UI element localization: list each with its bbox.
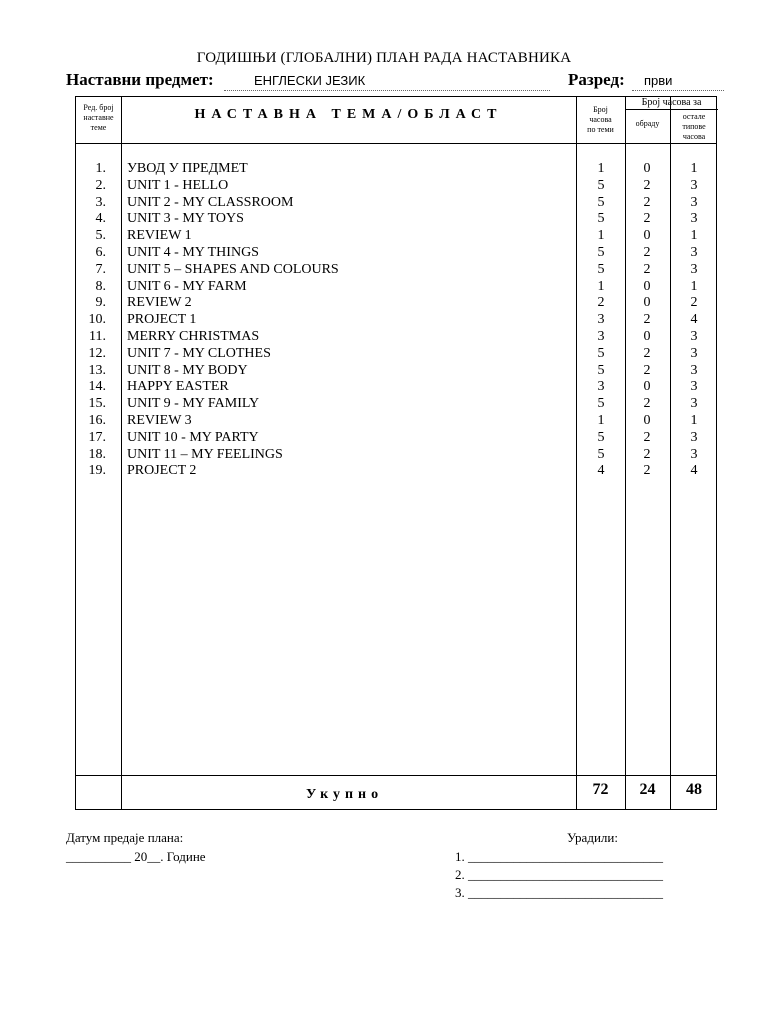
page-title: ГОДИШЊИ (ГЛОБАЛНИ) ПЛАН РАДА НАСТАВНИКА	[196, 50, 572, 66]
row-hours: 5	[597, 245, 605, 260]
row-other: 4	[690, 312, 698, 328]
row-hours: 3	[597, 379, 605, 395]
row-other: 3	[690, 177, 698, 193]
row-proc: 0	[643, 278, 651, 294]
authors-label: Урадили:	[567, 830, 618, 845]
row-proc: 0	[643, 161, 651, 176]
column-divider	[121, 97, 122, 809]
row-theme: MERRY CHRISTMAS	[127, 329, 260, 344]
row-hours: 5	[597, 446, 605, 462]
author-line-2[interactable]: 2. ______________________________	[455, 867, 663, 882]
row-number: 3.	[95, 194, 106, 210]
row-proc: 0	[643, 329, 651, 344]
row-theme: UNIT 11 – MY FEELINGS	[127, 446, 283, 462]
total-proc: 24	[639, 781, 656, 798]
row-other: 1	[690, 278, 698, 294]
row-theme: PROJECT 2	[127, 463, 197, 479]
row-number: 14.	[88, 379, 106, 395]
subject-field[interactable]: ЕНГЛЕСКИ ЈЕЗИК	[224, 73, 550, 91]
total-hours: 72	[592, 781, 609, 798]
row-proc: 2	[643, 446, 651, 462]
row-hours: 3	[597, 329, 605, 344]
header-group: Број часова за	[641, 97, 702, 108]
row-theme: PROJECT 1	[127, 312, 197, 328]
row-other: 3	[690, 211, 698, 227]
row-proc: 2	[643, 245, 651, 260]
row-proc: 0	[643, 228, 651, 244]
row-number: 12.	[88, 345, 106, 361]
row-proc: 2	[643, 345, 651, 361]
row-number: 10.	[88, 312, 106, 328]
column-divider	[670, 97, 671, 809]
author-line-1[interactable]: 1. ______________________________	[455, 849, 663, 864]
row-hours: 3	[597, 312, 605, 328]
header-divider	[76, 143, 716, 144]
row-hours: 5	[597, 177, 605, 193]
row-theme: UNIT 4 - MY THINGS	[127, 245, 259, 260]
row-theme: UNIT 3 - MY TOYS	[127, 211, 244, 227]
row-theme: UNIT 7 - MY CLOTHES	[127, 345, 271, 361]
row-theme: HAPPY EASTER	[127, 379, 229, 395]
row-theme: REVIEW 3	[127, 413, 192, 428]
row-number: 11.	[89, 329, 106, 344]
row-number: 6.	[95, 245, 106, 260]
group-divider	[625, 109, 718, 110]
row-proc: 0	[643, 413, 651, 428]
row-other: 3	[690, 329, 698, 344]
row-other: 3	[690, 362, 698, 378]
row-number: 4.	[95, 211, 106, 227]
row-proc: 2	[643, 362, 651, 378]
row-proc: 0	[643, 379, 651, 395]
row-hours: 5	[597, 429, 605, 445]
grade-label: Разред:	[568, 70, 625, 89]
author-line-3[interactable]: 3. ______________________________	[455, 885, 663, 900]
column-divider	[576, 97, 577, 809]
row-proc: 2	[643, 194, 651, 210]
header-other: остале типове часова	[682, 112, 706, 141]
row-hours: 1	[597, 413, 605, 428]
row-theme: REVIEW 1	[127, 228, 192, 244]
row-theme: UNIT 6 - MY FARM	[127, 278, 247, 294]
row-number: 1.	[95, 161, 106, 176]
row-proc: 2	[643, 429, 651, 445]
row-other: 2	[690, 295, 698, 311]
total-other: 48	[686, 781, 702, 798]
row-theme: UNIT 9 - MY FAMILY	[127, 396, 260, 412]
row-number: 15.	[88, 396, 106, 412]
row-other: 1	[690, 228, 698, 244]
row-other: 3	[690, 446, 698, 462]
row-other: 3	[690, 379, 698, 395]
header-theme: НАСТАВНА ТЕМА/ОБЛАСТ	[194, 107, 503, 122]
row-hours: 1	[597, 228, 605, 244]
row-hours: 5	[597, 345, 605, 361]
row-other: 3	[690, 261, 698, 277]
column-divider	[625, 97, 626, 809]
row-number: 18.	[88, 446, 106, 462]
row-proc: 2	[643, 396, 651, 412]
row-theme: UNIT 2 - MY CLASSROOM	[127, 194, 294, 210]
row-other: 1	[690, 161, 698, 176]
row-other: 3	[690, 429, 698, 445]
row-theme: UNIT 5 – SHAPES AND COLOURS	[127, 261, 339, 277]
row-hours: 5	[597, 211, 605, 227]
row-other: 3	[690, 396, 698, 412]
row-hours: 5	[597, 261, 605, 277]
row-hours: 1	[597, 161, 605, 176]
row-number: 13.	[88, 362, 106, 378]
total-divider	[76, 775, 716, 776]
row-other: 4	[690, 463, 698, 479]
grade-field[interactable]: први	[632, 73, 724, 91]
row-other: 1	[690, 413, 698, 428]
row-theme: УВОД У ПРЕДМЕТ	[127, 161, 248, 176]
row-other: 3	[690, 345, 698, 361]
row-proc: 2	[643, 312, 651, 328]
row-hours: 4	[597, 463, 605, 479]
row-number: 7.	[95, 261, 106, 277]
row-other: 3	[690, 245, 698, 260]
header-num: Ред. број наставне теме	[83, 103, 114, 132]
row-number: 9.	[95, 295, 106, 311]
row-hours: 5	[597, 194, 605, 210]
subject-label: Наставни предмет:	[66, 70, 214, 89]
row-theme: UNIT 10 - MY PARTY	[127, 429, 259, 445]
header-hours: Број часова по теми	[587, 105, 614, 134]
row-theme: REVIEW 2	[127, 295, 192, 311]
row-proc: 2	[643, 211, 651, 227]
row-hours: 5	[597, 362, 605, 378]
row-hours: 5	[597, 396, 605, 412]
row-theme: UNIT 1 - HELLO	[127, 177, 229, 193]
row-proc: 0	[643, 295, 651, 311]
row-proc: 2	[643, 463, 651, 479]
plan-table	[75, 96, 717, 810]
row-number: 17.	[88, 429, 106, 445]
row-number: 5.	[95, 228, 106, 244]
row-number: 2.	[95, 177, 106, 193]
row-number: 8.	[95, 278, 106, 294]
total-label: Укупно	[306, 787, 384, 802]
date-label: Датум предаје плана:	[66, 830, 184, 845]
row-proc: 2	[643, 177, 651, 193]
row-hours: 1	[597, 278, 605, 294]
row-number: 16.	[88, 413, 106, 428]
header-proc: обраду	[635, 119, 660, 128]
row-proc: 2	[643, 261, 651, 277]
row-number: 19.	[88, 463, 106, 479]
row-other: 3	[690, 194, 698, 210]
row-theme: UNIT 8 - MY BODY	[127, 362, 248, 378]
date-field[interactable]: __________ 20__. Године	[66, 849, 206, 864]
row-hours: 2	[597, 295, 605, 311]
